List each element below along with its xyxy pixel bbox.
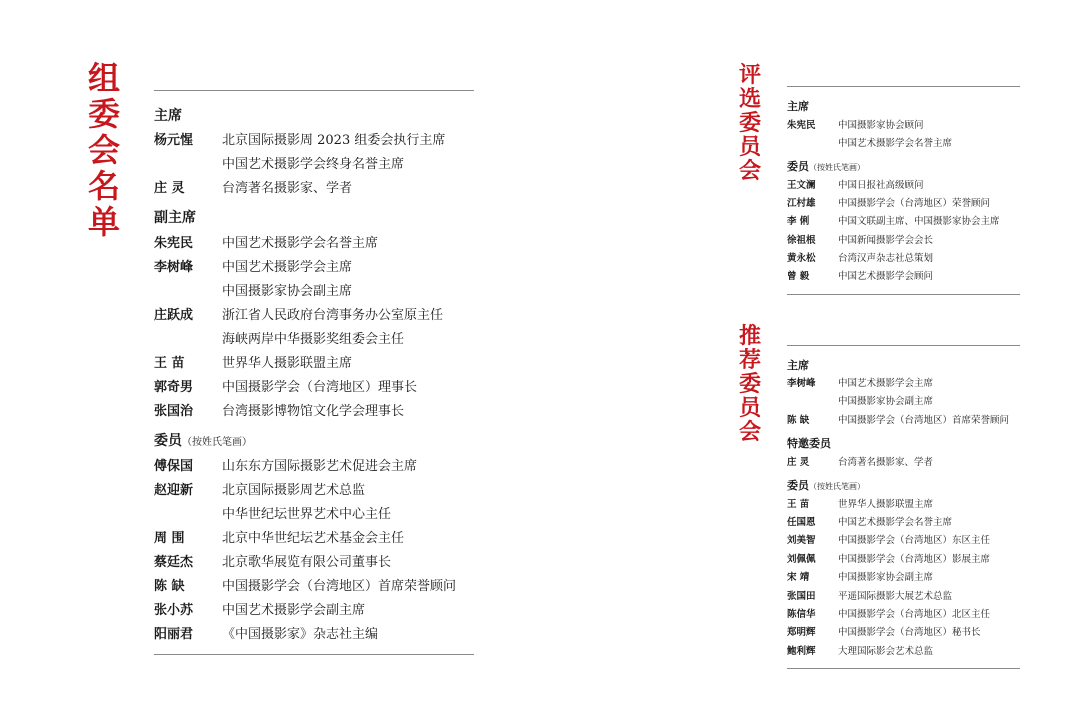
person-title: 平遥国际摄影大展艺术总监 — [838, 591, 953, 602]
person-name: 傅保国 — [154, 459, 194, 474]
section-heading-members — [154, 430, 252, 450]
person-title: 中国摄影家协会副主席 — [222, 284, 353, 299]
person-name: 宋 靖 — [787, 572, 810, 583]
person-title: 中国新闻摄影学会会长 — [838, 235, 934, 246]
person-name: 黄永松 — [787, 253, 816, 264]
title-char: 会 — [738, 158, 761, 184]
members-note: （按姓氏笔画） — [809, 163, 865, 172]
person-title: 中华世纪坛世界艺术中心主任 — [222, 507, 392, 522]
person-name: 鲍利辉 — [787, 646, 816, 657]
section-heading-special-members: 特邀委员 — [787, 437, 831, 450]
person-title: 中国摄影学会（台湾地区）首席荣誉顾问 — [838, 415, 1010, 426]
person-title: 中国艺术摄影学会主席 — [222, 260, 353, 275]
person-title: 《中国摄影家》杂志社主编 — [222, 627, 379, 642]
person-title: 北京国际摄影周艺术总监 — [222, 483, 366, 498]
person-title: 台湾著名摄影家、学者 — [222, 181, 353, 196]
title-char: 组 — [87, 59, 120, 97]
title-char: 委 — [87, 95, 120, 133]
person-name: 王文澜 — [787, 180, 816, 191]
person-title: 浙江省人民政府台湾事务办公室原主任 — [222, 308, 444, 323]
person-title: 中国艺术摄影学会名誉主席 — [838, 517, 953, 528]
judging-committee-title — [738, 64, 762, 184]
person-title: 中国摄影学会（台湾地区）首席荣誉顾问 — [222, 579, 457, 594]
person-title: 中国摄影学会（台湾地区）荣誉顾问 — [838, 198, 991, 209]
person-title: 中国艺术摄影学会顾问 — [838, 271, 934, 282]
person-name: 王 苗 — [154, 356, 185, 371]
person-title: 北京中华世纪坛艺术基金会主任 — [222, 531, 405, 546]
person-title: 中国摄影学会（台湾地区）北区主任 — [838, 609, 991, 620]
person-title: 世界华人摄影联盟主席 — [222, 356, 353, 371]
person-name: 赵迎新 — [154, 483, 194, 498]
section-heading-chairman: 主席 — [787, 100, 809, 113]
person-name: 庄 灵 — [787, 457, 810, 468]
person-name: 任国恩 — [787, 517, 816, 528]
members-heading: 委员 — [154, 433, 182, 449]
person-name: 杨元惺 — [154, 133, 194, 148]
person-name: 陈信华 — [787, 609, 816, 620]
title-char: 选 — [738, 86, 761, 112]
person-name: 张国田 — [787, 591, 816, 602]
person-name: 蔡廷杰 — [154, 555, 194, 570]
person-name: 庄 灵 — [154, 181, 185, 196]
person-title: 台湾摄影博物馆文化学会理事长 — [222, 404, 405, 419]
person-name: 张小苏 — [154, 603, 194, 618]
person-title: 海峡两岸中华摄影奖组委会主任 — [222, 332, 405, 347]
title-char: 委 — [738, 371, 761, 397]
person-name: 李 俐 — [787, 216, 810, 227]
person-title: 中国艺术摄影学会主席 — [838, 378, 934, 389]
person-title: 中国摄影学会（台湾地区）理事长 — [222, 380, 418, 395]
members-note: （按姓氏笔画） — [809, 482, 865, 491]
person-title: 台湾著名摄影家、学者 — [838, 457, 934, 468]
person-name: 朱宪民 — [787, 120, 816, 131]
person-name: 周 围 — [154, 531, 185, 546]
person-name: 刘佩佩 — [787, 554, 816, 565]
person-name: 李树峰 — [154, 260, 194, 275]
person-title: 北京歌华展览有限公司董事长 — [222, 555, 392, 570]
person-title: 中国摄影学会（台湾地区）影展主席 — [838, 554, 991, 565]
title-char: 员 — [738, 395, 761, 421]
title-char: 推 — [738, 323, 761, 349]
title-char: 会 — [87, 131, 120, 169]
person-name: 朱宪民 — [154, 236, 194, 251]
person-name: 张国治 — [154, 404, 194, 419]
section-heading-members — [787, 477, 865, 493]
person-title: 中国艺术摄影学会副主席 — [222, 603, 366, 618]
person-name: 曾 毅 — [787, 271, 810, 282]
members-note: （按姓氏笔画） — [182, 437, 252, 448]
recommendation-committee-title — [738, 325, 762, 445]
title-char: 名 — [87, 167, 120, 205]
person-title: 中国摄影学会（台湾地区）东区主任 — [838, 535, 991, 546]
person-name: 陈 缺 — [787, 415, 810, 426]
person-title: 中国摄影家协会副主席 — [838, 396, 934, 407]
title-char: 委 — [738, 110, 761, 136]
person-title: 中国日报社高级顾问 — [838, 180, 924, 191]
title-char: 员 — [738, 134, 761, 160]
person-name: 李树峰 — [787, 378, 816, 389]
person-title: 台湾汉声杂志社总策划 — [838, 253, 934, 264]
person-title: 中国摄影学会（台湾地区）秘书长 — [838, 627, 981, 638]
organizing-committee — [154, 0, 484, 716]
members-heading: 委员 — [787, 479, 809, 492]
person-title: 山东东方国际摄影艺术促进会主席 — [222, 459, 418, 474]
person-title: 中国艺术摄影学会名誉主席 — [838, 138, 953, 149]
person-title: 北京国际摄影周 2023 组委会执行主席 — [222, 133, 446, 148]
person-name: 庄跃成 — [154, 308, 194, 323]
person-name: 江村雄 — [787, 198, 816, 209]
person-name: 郭奇男 — [154, 380, 194, 395]
section-heading-vice-chairman: 副主席 — [154, 210, 196, 226]
person-title: 中国摄影家协会副主席 — [838, 572, 934, 583]
person-name: 郑明辉 — [787, 627, 816, 638]
person-title: 世界华人摄影联盟主席 — [838, 499, 934, 510]
title-char: 评 — [738, 62, 761, 88]
organizing-committee-title — [86, 59, 122, 242]
section-heading-chairman: 主席 — [787, 359, 809, 372]
person-name: 王 苗 — [787, 499, 810, 510]
recommendation-committee — [787, 0, 1027, 716]
person-name: 阳丽君 — [154, 627, 194, 642]
person-name: 陈 缺 — [154, 579, 185, 594]
section-heading-chairman: 主席 — [154, 108, 182, 124]
person-title: 中国艺术摄影学会终身名誉主席 — [222, 157, 405, 172]
title-char: 荐 — [738, 347, 761, 373]
title-char: 会 — [738, 419, 761, 445]
members-heading: 委员 — [787, 160, 809, 173]
person-name: 徐祖根 — [787, 235, 816, 246]
person-title: 中国艺术摄影学会名誉主席 — [222, 236, 379, 251]
person-title: 中国文联副主席、中国摄影家协会主席 — [838, 216, 1000, 227]
person-title: 中国摄影家协会顾问 — [838, 120, 924, 131]
person-title: 大理国际影会艺术总监 — [838, 646, 934, 657]
title-char: 单 — [87, 203, 120, 241]
person-name: 刘美智 — [787, 535, 816, 546]
